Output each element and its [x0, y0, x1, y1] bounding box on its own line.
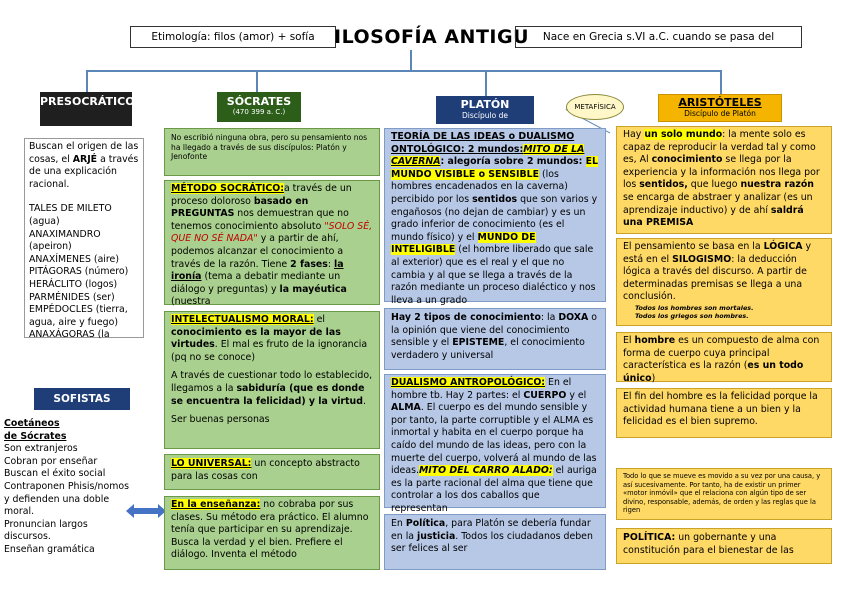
aristoteles-subtitle: Discípulo de Platón: [684, 109, 756, 118]
sofistas-item: Son extranjeros: [4, 443, 78, 455]
platon-box-politica: En Política, para Platón se debería fundar en la justicia. Todos los ciudadanos deben ser felices al ser: [384, 514, 606, 570]
philosopher-item: EMPÉDOCLES (tierra, agua, aire y fuego): [29, 304, 128, 328]
presocraticos-header: [40, 92, 143, 126]
platon-box-conocimiento: Hay 2 tipos de conocimiento: la DOXA o la opinión que viene del conocimiento sensible y el EPISTEME, el conocimiento verdadero y universal: [384, 308, 606, 370]
platon-subtitle: Discípulo de: [462, 111, 508, 120]
connector-aristoteles: [720, 70, 722, 94]
socrates-box-metodo: MÉTODO SOCRÁTICO:a través de un proceso doloroso basado en PREGUNTAS nos demuestran que no tenemos conocimiento absoluto "SOLO SÉ, QUE NO SÉ NADA" y a partir de ahí, podemos alcanzar el conocimiento a través de la razón. Tiene 2 fases: la ironía (tema a debatir mediante un diálogo y preguntas) y la mayéutica (nuestra: [164, 180, 380, 305]
aristoteles-header: [658, 94, 782, 122]
connector-platon: [485, 70, 487, 96]
page-title: ILOSOFÍA ANTIGU: [334, 26, 530, 48]
socrates-box-intelectualismo: INTELECTUALISMO MORAL: el conocimiento es la mayor de las virtudes. El mal es fruto de la ignorancia (pq no se conoce) A través de cuestionar todo lo establecido, llegamos a la sabiduría (que es donde se encuentra la felicidad) y la virtud. Ser buenas personas: [164, 311, 380, 449]
aristoteles-box-motor: Todo lo que se mueve es movido a su vez por una causa, y así sucesivamente. Por tanto, ha de existir un primer «motor inmóvil» que el relaciona con algún tipo de ser divino, responsable, además, de orden y las reglas que la rigen: [616, 468, 832, 520]
connector-horizontal: [86, 70, 722, 72]
sofistas-title: SOFISTAS: [53, 393, 111, 405]
socrates-box-1: No escribió ninguna obra, pero su pensamiento nos ha llegado a través de sus discípulos: Platón y Jenofonte: [164, 128, 380, 176]
connector-socrates: [256, 70, 258, 92]
socrates-dates: (470 399 a. C.): [232, 108, 286, 116]
sofistas-item: Cobran por enseñar: [4, 455, 98, 467]
aristoteles-box-hombre: El hombre es un compuesto de alma con forma de cuerpo cuya principal característica es la razón (es un todo único): [616, 332, 832, 382]
platon-header: [436, 96, 534, 124]
double-arrow-icon: [126, 502, 166, 520]
philosopher-item: ANAXÁGORAS (la: [29, 329, 110, 341]
sofistas-header: [34, 388, 130, 410]
aristoteles-title: ARISTÓTELES: [678, 96, 762, 109]
aristoteles-box-mundo: Hay un solo mundo: la mente solo es capaz de reproducir la verdad tal y como es, Al conocimiento se llega por la experiencia y la información nos llega por los sentidos, que luego nuestra razón se encarga de abstraer y analizar (es un aprendizaje inductivo) y de ahí saldrá una PREMISA: [616, 126, 832, 234]
philosopher-item: ANAXÍMENES (aire): [29, 253, 119, 265]
origin-text: Nace en Grecia s.VI a.C. cuando se pasa del: [542, 31, 775, 43]
philosopher-item: PITÁGORAS (número): [29, 266, 129, 278]
aristoteles-box-felicidad: El fin del hombre es la felicidad porque la actividad humana tiene a un bien y la felicidad es el bien supremo.: [616, 388, 832, 438]
platon-box-ideas: TEORÍA DE LAS IDEAS o DUALISMO ONTOLÓGICO: 2 mundos:MITO DE LA CAVERNA: alegoría sobre 2 mundos: EL MUNDO VISIBLE o SENSIBLE (los hombres encadenados en la caverna) percibido por los sentidos que son varios y engañosos (no dejan de cambiar) y es un grado inferior de conocimiento (es el mundo físico) y el MUNDO DE INTELIGIBLE (el hombre liberado que sale al exterior) que es el real y el que no cambia y al que se llega a través de la razón mediante un proceso dialéctico y nos lleva a un grado: [384, 128, 606, 302]
philosopher-item: ANAXIMANDRO (apeiron): [29, 228, 101, 253]
connector-presocraticos: [86, 70, 88, 92]
sofistas-box: [0, 416, 140, 568]
metafisica-badge: METAFÍSICA: [566, 94, 624, 120]
aristoteles-box-logica: El pensamiento se basa en la LÓGICA y está en el SILOGISMO: la deducción lógica a través del discurso. A partir de determinadas premisas se llega a una conclusión. Todos los hombres son mortales. Todos los griegos son hombres.: [616, 238, 832, 326]
etymology-box: [130, 26, 336, 48]
philosopher-item: PARMÉNIDES (ser): [29, 291, 115, 303]
origin-box: [515, 26, 802, 48]
aristoteles-box-politica: POLÍTICA: un gobernante y una constitución para el bienestar de las: [616, 528, 832, 564]
philosopher-item: TALES DE MILETO (agua): [29, 203, 112, 227]
philosopher-item: HERÁCLITO (logos): [29, 278, 118, 290]
sofistas-item: Contraponen Phisis/nomos y defienden una doble moral.: [4, 480, 129, 518]
etymology-text: Etimología: filos (amor) + sofía: [151, 31, 315, 43]
socrates-title: SÓCRATES: [226, 95, 292, 108]
sofistas-item: Buscan el éxito social: [4, 468, 106, 480]
sofistas-item: Enseñan gramática: [4, 543, 95, 555]
presocraticos-list: [29, 203, 139, 342]
sofistas-item: Pronuncian largos discursos.: [4, 518, 88, 543]
socrates-box-ensenanza: En la enseñanza: no cobraba por sus clases. Su método era práctico. El alumno tenía que participar en su aprendizaje. Busca la verdad y el bien. Prefiere el diálogo. Inventa el método: [164, 496, 380, 570]
presocraticos-title: PRESOCRÁTICOS: [40, 95, 143, 108]
platon-title: PLATÓN: [460, 98, 510, 111]
socrates-header: [217, 92, 301, 122]
sofistas-heading: Coetáneos de Sócrates: [4, 418, 67, 442]
presocraticos-box: Buscan el origen de las cosas, el ARJÉ a través de una explicación racional. TALES DE MILETO (agua) ANAXIMANDRO (apeiron) ANAXÍMENES (aire) PITÁGORAS (número) HERÁCLITO (logos) PARMÉNIDES (ser) EMPÉDOCLES (tierra, agua, aire y fuego) ANAXÁGORAS (la: [24, 138, 144, 338]
socrates-box-universal: LO UNIVERSAL: un concepto abstracto para las cosas con: [164, 454, 380, 490]
platon-box-dualismo: DUALISMO ANTROPOLÓGICO: En el hombre tb. Hay 2 partes: el CUERPO y el ALMA. El cuerpo es del mundo sensible y por tanto, la parte corruptible y el ALMA es inmortal y habita en el cuerpo porque ha caído del mundo de las ideas, pero con la muerte del cuerpo, volverá al mundo de las ideas.MITO DEL CARRO ALADO: el auriga es la parte racional del alma que tiene que controlar a los dos caballos que representan: [384, 374, 606, 508]
